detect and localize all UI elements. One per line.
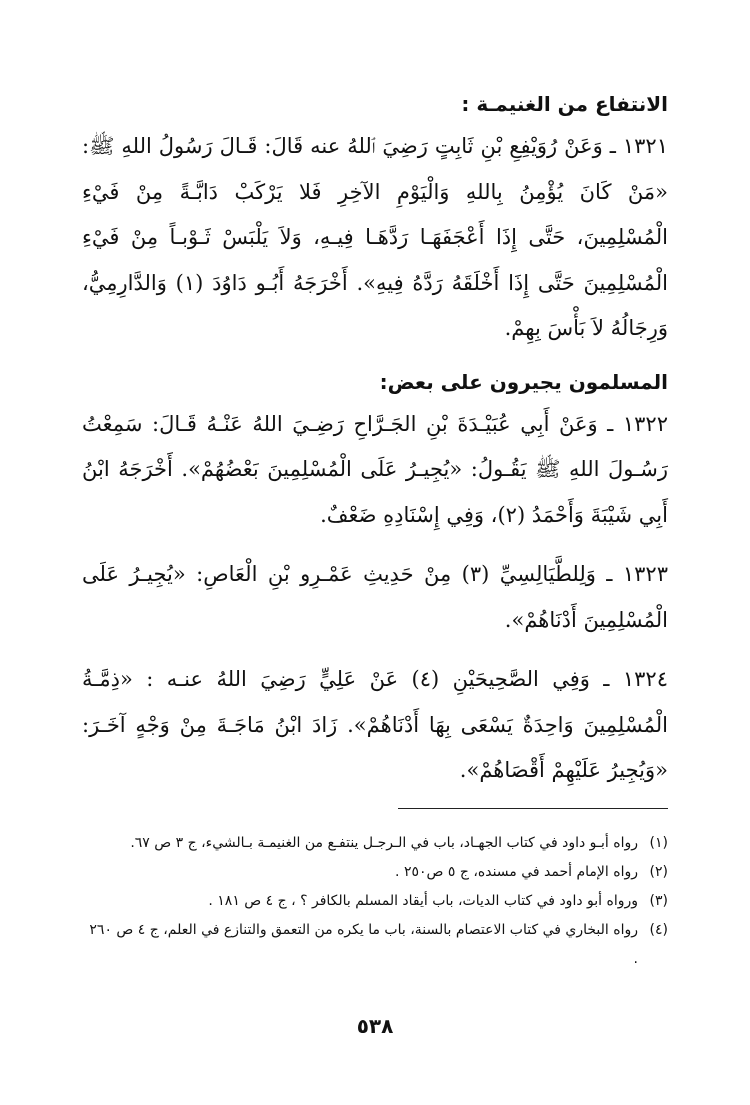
footnote-text: رواه البخاري في كتاب الاعتصام بالسنة، باب ما يكره من التعمق والتنازع في العلم، ج ٤ ص ٢٦٠ . — [89, 921, 638, 967]
footnote-4 — [82, 916, 668, 974]
hadith-1321: ١٣٢١ ـ وَعَنْ رُوَيْفِعِ بْنِ ثَابِتٍ رَضِيَ ٱللهُ عنه قَالَ: قَـالَ رَسُولُ اللهِ ﷺ: «مَنْ كَانَ يُؤْمِنُ بِاللهِ وَالْيَوْمِ الآخِرِ فَلا يَرْكَبْ دَابَّـةً مِنْ فَيْءِ الْمُسْلِمِينَ، حَتَّى إِذَا أَعْجَفَهَـا رَدَّهَـا فِيـهِ، وَلاَ يَلْبَسْ ثَـوْبـاً مِنْ فَيْءِ الْمُسْلِمِينَ حَتَّى إِذَا أَخْلَقَهُ رَدَّهُ فِيهِ». أَخْرَجَهُ أَبُـو دَاوُدَ (١) وَالدَّارِمِيُّ، وَرِجَالُهُ لاَ بَأْسَ بِهِمْ. — [82, 134, 668, 340]
footnote-3 — [82, 887, 668, 916]
hadith-1322: ١٣٢٢ ـ وَعَنْ أَبِي عُبَيْـدَةَ بْنِ الجَـرَّاحِ رَضِـيَ اللهُ عَنْـهُ قَـالَ: سَمِعْتُ رَسُـولَ اللهِ ﷺ يَقُـولُ: «يُجِيـرُ عَلَى الْمُسْلِمِينَ بَعْضُهُمْ». أَخْرَجَهُ ابْنُ أَبِي شَيْبَةَ وَأَحْمَدُ (٢)، وَفِي إِسْنَادِهِ ضَعْفٌ. — [82, 411, 668, 527]
hadith-1323: ١٣٢٣ ـ وَلِلطَّيَالِسِيِّ (٣) مِنْ حَدِيثِ عَمْـرِو بْنِ الْعَاصِ: «يُجِيـرُ عَلَى الْمُسْلِمِينَ أَدْنَاهُمْ». — [82, 562, 668, 632]
footnote-text: ورواه أبو داود في كتاب الديات، باب أيقاد المسلم بالكافر ؟ ، ج ٤ ص ١٨١ . — [208, 892, 638, 909]
footnote-mark: (١) — [649, 834, 668, 851]
hadith-1324: ١٣٢٤ ـ وَفِي الصَّحِيحَيْنِ (٤) عَنْ عَلِيٍّ رَضِيَ اللهُ عنـه : «ذِمَّـةُ الْمُسْلِمِينَ وَاحِدَةٌ يَسْعَى بِهَا أَدْنَاهُمْ». زَادَ ابْنُ مَاجَـةَ مِنْ وَجْهٍ آخَـرَ: «وَيُجِيرُ عَلَيْهِمْ أَقْصَاهُمْ». — [82, 667, 668, 782]
footnote-mark: (٤) — [649, 921, 668, 938]
page-number: ٥٣٨ — [356, 1014, 394, 1038]
footnote-text: رواه الإمام أحمد في مسنده، ج ٥ ص٢٥٠ . — [395, 863, 638, 880]
footnote-text: رواه أبـو داود في كتاب الجهـاد، باب في الـرجـل ينتفـع من الغنيمـة بـالشيء، ج ٣ ص ٦٧. — [130, 834, 638, 851]
footnote-mark: (٣) — [649, 892, 668, 909]
footnote-1 — [82, 829, 668, 858]
footnote-separator — [398, 808, 668, 809]
section-heading-spoils: الانتفاع من الغنيمـة : — [461, 92, 668, 116]
footnote-2 — [82, 858, 668, 887]
footnotes — [82, 829, 668, 974]
footnote-mark: (٢) — [649, 863, 668, 880]
section-heading-protection: المسلمون يجيرون على بعض: — [379, 369, 668, 394]
